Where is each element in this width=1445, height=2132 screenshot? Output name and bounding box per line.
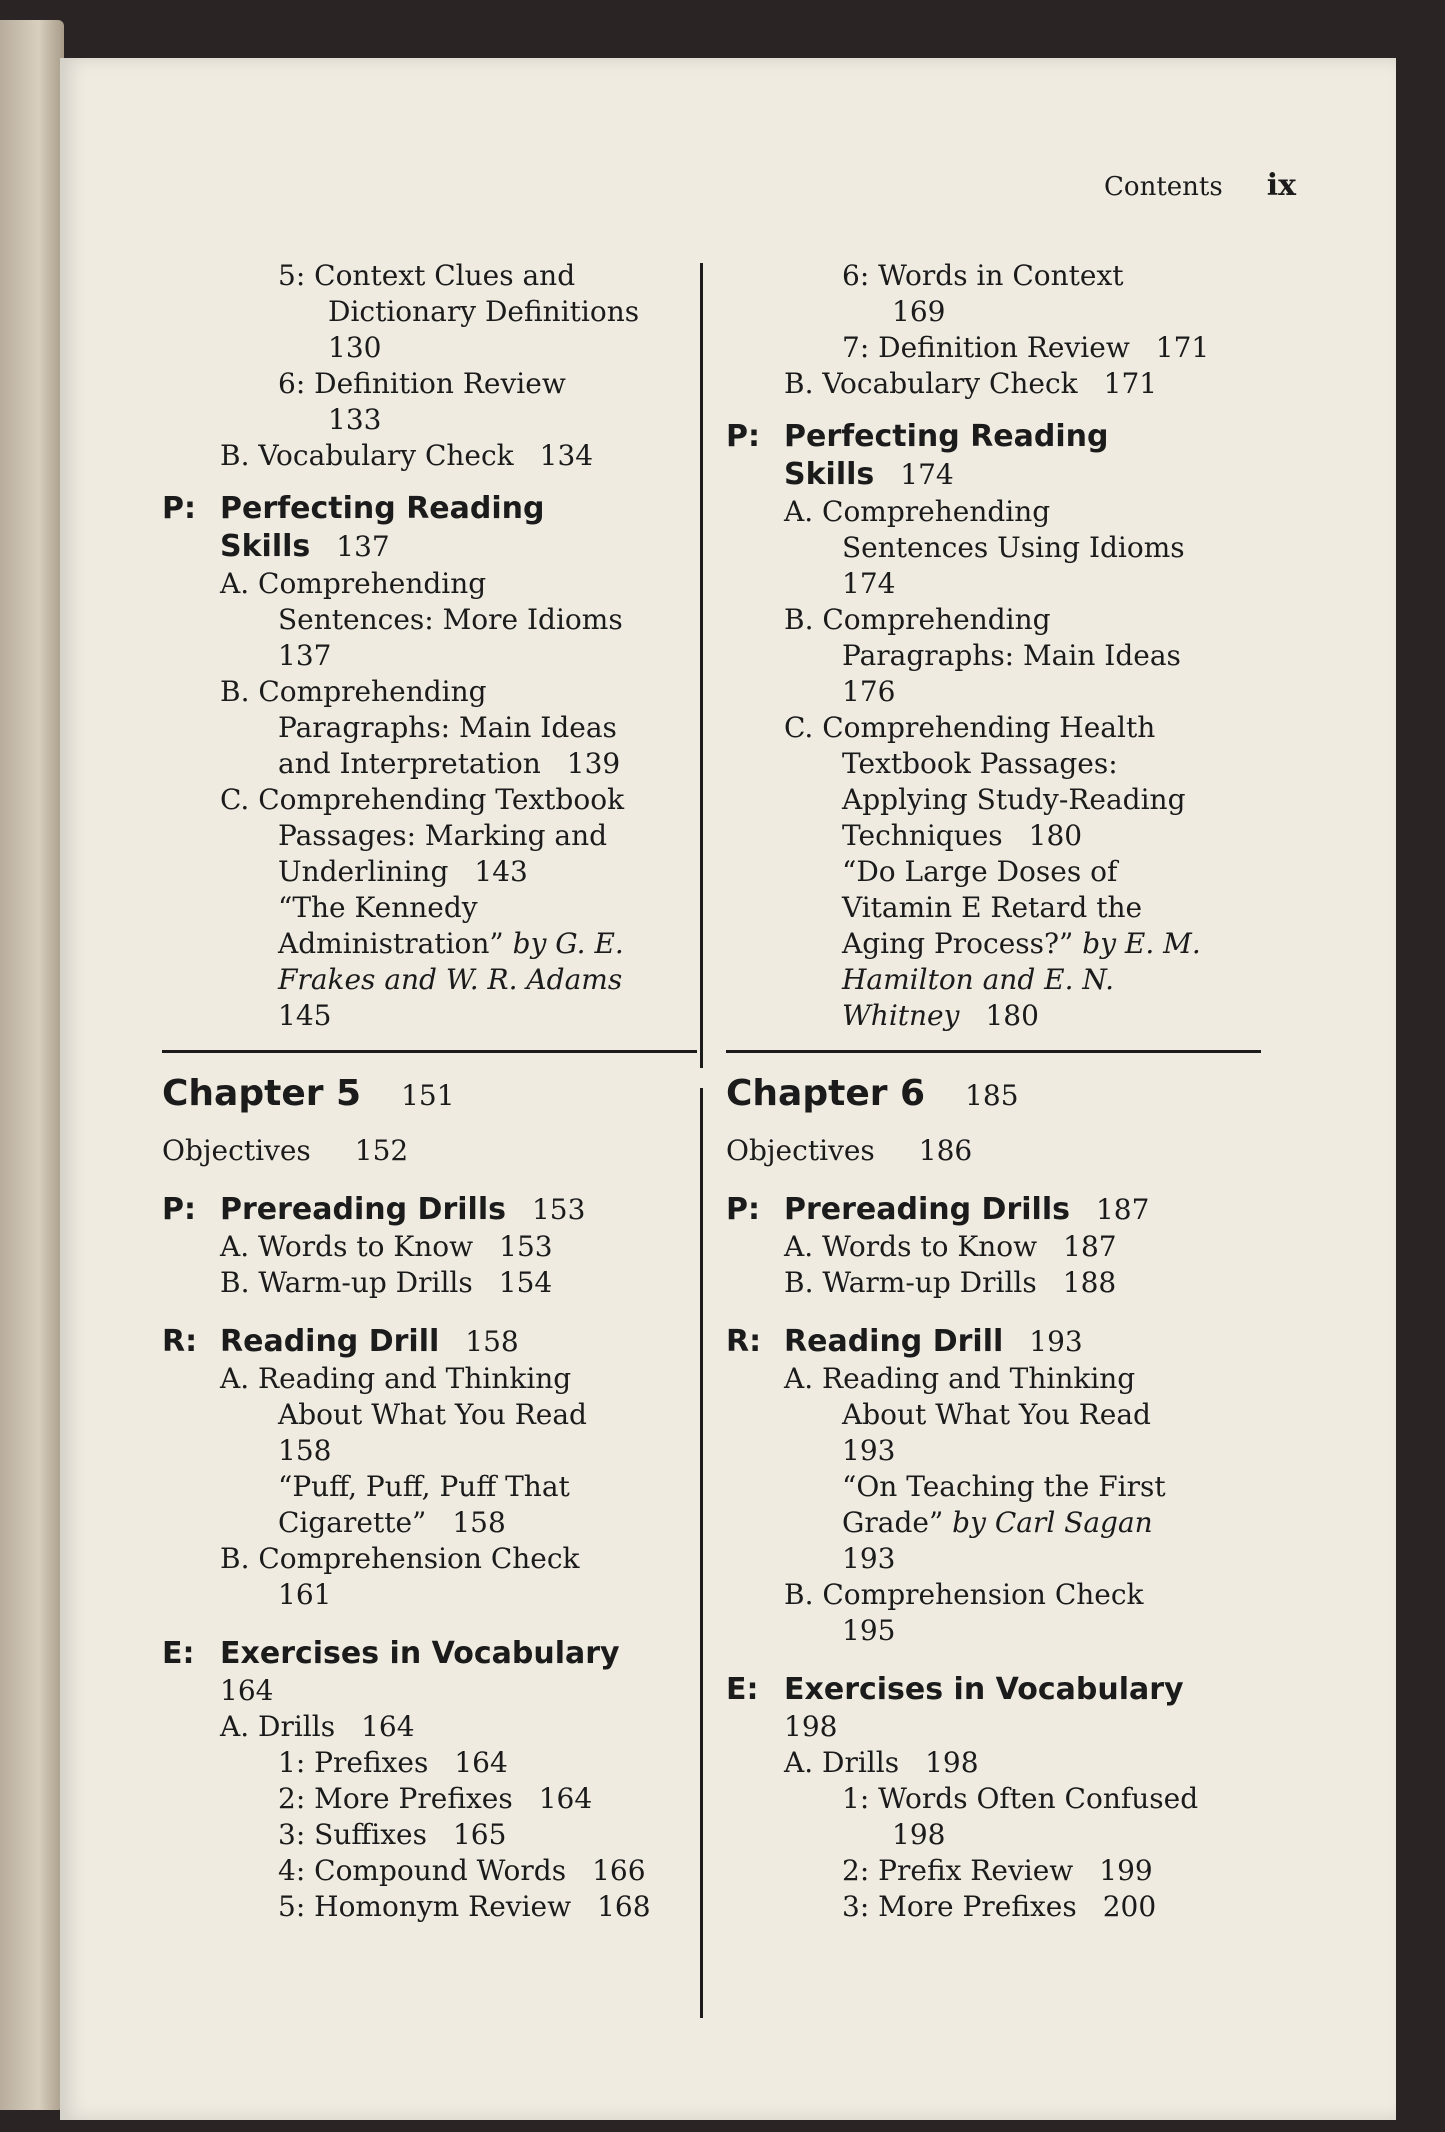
toc-entry [726,638,1261,674]
toc-entry [162,402,697,438]
toc-entry [162,782,697,818]
toc-entry [726,674,1261,710]
entry-text: “The Kennedy [278,891,478,924]
chapter-page: 151 [401,1079,455,1112]
toc-entry [726,998,1261,1034]
toc-entry [726,1397,1261,1433]
toc-entry [162,818,697,854]
toc-entry [162,674,697,710]
entry-text: 158 [278,1434,332,1467]
chapter-heading [726,1071,1261,1119]
entry-page: 143 [474,855,528,888]
entry-text: B. Warm-up Drills [220,1266,473,1299]
toc-entry [162,1469,697,1505]
entry-byline: by G. E. [512,927,624,960]
toc-entry [162,1361,697,1397]
toc-entry [726,890,1261,926]
entry-page: 180 [1028,819,1083,852]
toc-entry [726,494,1261,530]
toc-entry [726,818,1261,854]
toc-entry [726,1853,1261,1889]
toc-entry [162,926,697,962]
toc-entry [726,1505,1261,1541]
toc-entry [162,1709,697,1745]
objectives-page: 186 [918,1134,973,1167]
entry-text: 176 [842,675,896,708]
section-title: Prereading Drills [784,1192,1070,1227]
toc-entry [726,962,1261,998]
entry-text: Underlining [278,855,449,888]
entry-text: Sentences Using Idioms [842,531,1185,564]
entry-text: Passages: Marking and [278,819,608,852]
toc-entry [726,602,1261,638]
entry-page: 134 [539,439,594,472]
toc-entry [162,890,697,926]
toc-entry [726,1745,1261,1781]
section-letter: R: [726,1324,762,1359]
section-title: Skills [784,457,875,492]
section-page: 187 [1095,1193,1150,1226]
entry-text: and Interpretation [278,747,541,780]
entry-text: Aging Process?” [842,927,1074,960]
toc-entry [162,602,697,638]
toc-entry [162,1781,697,1817]
section-title: Exercises in Vocabulary [784,1672,1184,1707]
entry-text: 5: Homonym Review [278,1890,572,1923]
section-title: Perfecting Reading [220,491,545,526]
entry-text: A. Words to Know [784,1230,1038,1263]
entry-text: C. Comprehending Health [784,711,1156,744]
toc-entry [726,1469,1261,1505]
toc-entry [726,782,1261,818]
toc-entry [162,1745,697,1781]
toc-entry [162,962,697,998]
section-letter: P: [162,1192,196,1227]
entry-page: 164 [361,1710,415,1743]
entry-text: B. Comprehension Check [220,1542,580,1575]
entry-text: 198 [784,1710,838,1743]
entry-text: 5: Context Clues and [278,259,576,292]
running-head-section: Contents [1104,172,1223,202]
entry-text: B. Vocabulary Check [220,439,514,472]
entry-text: “Puff, Puff, Puff That [278,1470,570,1503]
entry-text: “Do Large Doses of [842,855,1118,888]
entry-text: A. Drills [784,1746,900,1779]
entry-page: 199 [1099,1854,1153,1887]
section-heading-perfecting [162,490,697,528]
toc-entry [726,258,1261,294]
entry-text: Dictionary Definitions [328,295,640,328]
toc-entry [726,330,1261,366]
entry-text: A. Comprehending [784,495,1051,528]
toc-entry [726,1361,1261,1397]
entry-page: 166 [592,1854,646,1887]
toc-entry [162,998,697,1034]
entry-text: B. Warm-up Drills [784,1266,1037,1299]
entry-page: 200 [1102,1890,1157,1923]
entry-page: 164 [538,1782,593,1815]
entry-text: 6: Words in Context [842,259,1124,292]
column-divider-top [700,263,703,1068]
chapter-title: Chapter 5 [162,1073,362,1114]
entry-text: C. Comprehending Textbook [220,783,625,816]
toc-entry [726,366,1261,402]
entry-text: B. Comprehending [220,675,487,708]
entry-byline: Hamilton and E. N. [842,963,1115,996]
chapter-rule [726,1050,1261,1053]
toc-entry [162,366,697,402]
entry-text: B. Vocabulary Check [784,367,1078,400]
section-page: 153 [531,1193,586,1226]
right-column [726,258,1261,1925]
toc-entry [162,1265,697,1301]
toc-entry [726,1433,1261,1469]
toc-entry [726,1889,1261,1925]
facing-page-edge [0,20,64,2110]
entry-text: B. Comprehending [784,603,1051,636]
section-title: Skills [220,529,311,564]
toc-entry [162,1853,697,1889]
toc-entry [726,746,1261,782]
section-heading [162,1191,697,1229]
entry-text: A. Drills [220,1710,336,1743]
toc-entry [162,1889,697,1925]
objectives-entry [162,1133,697,1169]
entry-text: 6: Definition Review [278,367,566,400]
entry-text: 1: Prefixes [278,1746,429,1779]
toc-entry [162,638,697,674]
entry-text: Paragraphs: Main Ideas [278,711,617,744]
entry-page: 139 [566,747,621,780]
section-letter: P: [162,491,196,526]
entry-page: 165 [452,1818,507,1851]
toc-entry [162,566,697,602]
entry-page: 171 [1155,331,1210,364]
toc-entry [162,746,697,782]
entry-text: A. Reading and Thinking [784,1362,1136,1395]
entry-text: 2: More Prefixes [278,1782,513,1815]
entry-text: A. Comprehending [220,567,487,600]
section-heading-perfecting [726,418,1261,456]
entry-page: 154 [498,1266,553,1299]
entry-text: 133 [328,403,382,436]
entry-byline: by Carl Sagan [952,1506,1153,1539]
entry-text: Grade” [842,1506,944,1539]
toc-entry [162,258,697,294]
objectives-entry [726,1133,1261,1169]
toc-entry [726,1265,1261,1301]
toc-entry [162,330,697,366]
entry-text: 7: Definition Review [842,331,1130,364]
entry-text: 3: More Prefixes [842,1890,1077,1923]
entry-page: 180 [985,999,1039,1032]
section-heading-perfecting-cont [162,528,697,566]
toc-entry [726,1229,1261,1265]
section-title: Reading Drill [784,1324,1004,1359]
entry-text: “On Teaching the First [842,1470,1166,1503]
section-letter: P: [726,419,760,454]
section-letter: E: [726,1672,759,1707]
entry-text: 4: Compound Words [278,1854,567,1887]
entry-text: 145 [278,999,332,1032]
toc-entry [162,1433,697,1469]
toc-entry [726,1613,1261,1649]
section-heading [726,1191,1261,1229]
entry-text: 193 [842,1542,896,1575]
entry-text: A. Words to Know [220,1230,474,1263]
entry-text: About What You Read [278,1398,587,1431]
running-head [1104,168,1296,203]
page-folio: ix [1266,168,1296,203]
entry-page: 187 [1063,1230,1117,1263]
entry-text: 164 [220,1674,274,1707]
section-heading [162,1323,697,1361]
column-divider-bottom [700,1088,703,2018]
toc-entry [162,1229,697,1265]
toc-entry [726,1577,1261,1613]
section-heading [726,1671,1261,1709]
entry-page: 188 [1062,1266,1117,1299]
entry-text: 169 [892,295,946,328]
toc-entry [726,566,1261,602]
entry-page: 158 [452,1506,506,1539]
entry-page: 153 [499,1230,553,1263]
entry-text: Vitamin E Retard the [842,891,1143,924]
section-page: 174 [900,458,954,491]
entry-text: 137 [278,639,332,672]
entry-text: About What You Read [842,1398,1151,1431]
entry-page: 198 [925,1746,979,1779]
section-heading [162,1635,697,1673]
toc-entry [162,438,697,474]
section-heading [726,1323,1261,1361]
entry-text: 2: Prefix Review [842,1854,1074,1887]
toc-entry [726,1709,1261,1745]
chapter-title: Chapter 6 [726,1073,926,1114]
entry-text: Paragraphs: Main Ideas [842,639,1181,672]
section-title: Exercises in Vocabulary [220,1636,620,1671]
toc-entry [162,1541,697,1577]
toc-entry [726,530,1261,566]
entry-text: 193 [842,1434,896,1467]
section-letter: P: [726,1192,760,1227]
entry-text: 1: Words Often Confused [842,1782,1199,1815]
section-title: Prereading Drills [220,1192,506,1227]
toc-entry [726,1817,1261,1853]
toc-entry [162,294,697,330]
entry-page: 171 [1103,367,1158,400]
entry-text: 174 [842,567,896,600]
entry-text: 3: Suffixes [278,1818,427,1851]
toc-entry [162,854,697,890]
section-page: 158 [465,1325,519,1358]
toc-entry [162,1673,697,1709]
entry-text: Techniques [842,819,1003,852]
section-title: Perfecting Reading [784,419,1109,454]
entry-page: 164 [454,1746,508,1779]
section-page: 137 [336,530,390,563]
entry-byline: Whitney [842,999,960,1032]
entry-text: 195 [842,1614,896,1647]
section-heading-perfecting-cont [726,456,1261,494]
objectives-label: Objectives [726,1134,875,1167]
entry-text: 161 [278,1578,332,1611]
chapter-rule [162,1050,697,1053]
chapter-heading [162,1071,697,1119]
entry-text: Sentences: More Idioms [278,603,623,636]
toc-entry [726,854,1261,890]
entry-text: Textbook Passages: [842,747,1118,780]
entry-text: 198 [892,1818,946,1851]
entry-text: B. Comprehension Check [784,1578,1144,1611]
entry-text: Administration” [278,927,504,960]
section-title: Reading Drill [220,1324,440,1359]
toc-entry [162,1397,697,1433]
entry-text: 130 [328,331,382,364]
toc-entry [726,1781,1261,1817]
section-letter: R: [162,1324,198,1359]
chapter-page: 185 [965,1079,1019,1112]
entry-byline: Frakes and W. R. Adams [278,963,623,996]
toc-entry [726,294,1261,330]
section-page: 193 [1029,1325,1083,1358]
toc-entry [726,710,1261,746]
entry-text: Applying Study-Reading [842,783,1186,816]
toc-entry [162,710,697,746]
toc-entry [162,1577,697,1613]
entry-page: 168 [597,1890,651,1923]
toc-entry [162,1817,697,1853]
objectives-page: 152 [354,1134,409,1167]
entry-text: Cigarette” [278,1506,427,1539]
toc-entry [162,1505,697,1541]
contents-page [60,58,1396,2120]
toc-entry [726,1541,1261,1577]
objectives-label: Objectives [162,1134,311,1167]
toc-entry [726,926,1261,962]
entry-byline: by E. M. [1082,927,1201,960]
entry-text: A. Reading and Thinking [220,1362,572,1395]
section-letter: E: [162,1636,195,1671]
left-column [162,258,697,1925]
